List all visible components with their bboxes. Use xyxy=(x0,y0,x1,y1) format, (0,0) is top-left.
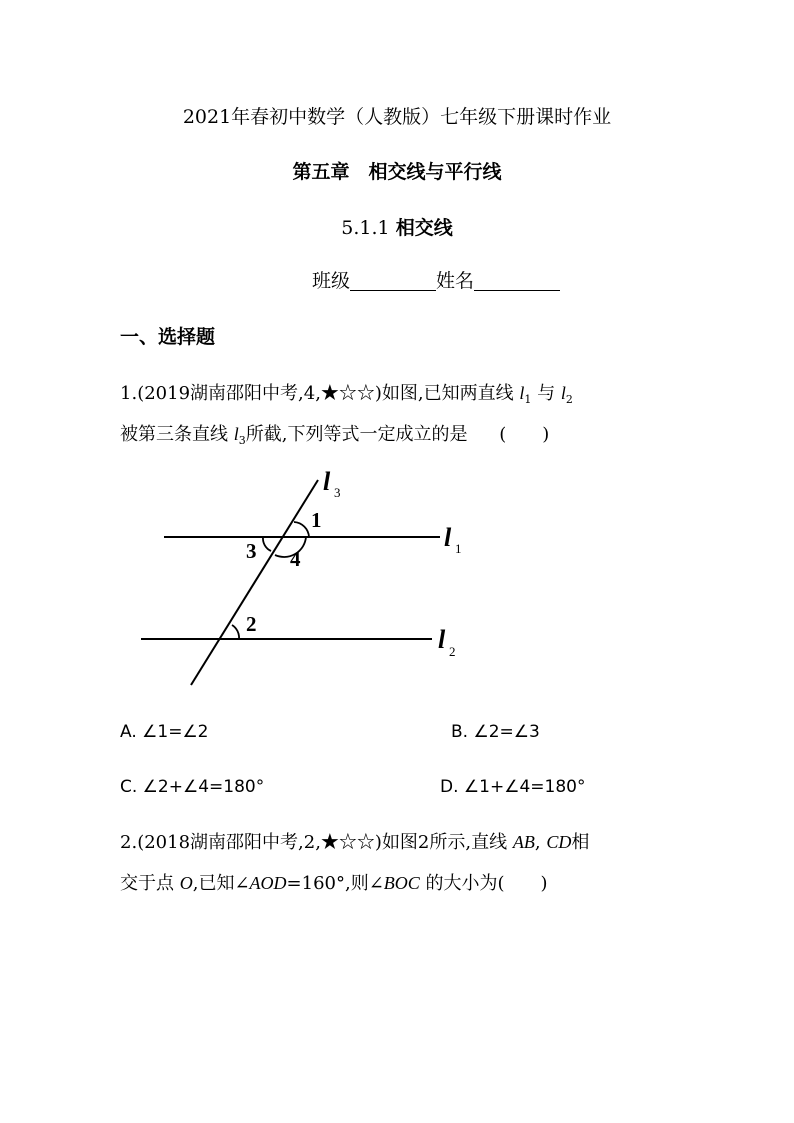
section-heading: 一、选择题 xyxy=(120,326,216,348)
line-sub: 1 xyxy=(524,393,532,406)
question-text: 被第三条直线 xyxy=(120,424,228,445)
angle-3-arc xyxy=(263,537,271,551)
question-1-line-1 xyxy=(120,384,573,405)
question-number: 2. xyxy=(120,832,138,853)
question-text: 如图2所示,直线 xyxy=(381,832,508,853)
question-text: , xyxy=(534,832,541,853)
line-l3 xyxy=(191,480,318,685)
label-l3: l xyxy=(323,467,331,496)
question-2-line-2 xyxy=(120,874,548,893)
option-c[interactable]: C. ∠2+∠4=180° xyxy=(120,777,265,797)
question-text: 的大小为( ) xyxy=(425,873,548,894)
line-sub: 3 xyxy=(238,434,246,447)
question-source: (2018湖南邵阳中考,2,★☆☆) xyxy=(137,832,382,853)
question-2-line-1 xyxy=(120,833,589,852)
question-1-line-2 xyxy=(120,425,549,446)
label-angle-3: 3 xyxy=(246,539,257,563)
question-text: =160°,则∠ xyxy=(286,873,384,894)
label-l1: l xyxy=(444,523,452,552)
section-number: 5.1.1 xyxy=(341,217,390,239)
label-l2: l xyxy=(438,625,446,654)
angle-2-arc xyxy=(232,625,239,639)
question-text: 如图,已知两直线 xyxy=(381,383,514,404)
document-title: 2021年春初中数学（人教版）七年级下册课时作业 xyxy=(182,106,612,128)
line-var: CD xyxy=(546,832,572,852)
class-label: 班级 xyxy=(312,270,351,292)
label-l3-sub: 3 xyxy=(334,485,341,500)
option-a[interactable]: A. ∠1=∠2 xyxy=(120,722,209,742)
line-var: l xyxy=(519,383,525,403)
label-l2-sub: 2 xyxy=(449,644,456,659)
point-var: O xyxy=(179,873,193,893)
question-text: 交于点 xyxy=(120,873,174,894)
student-info-line xyxy=(312,272,560,291)
angle-1-arc xyxy=(294,522,309,537)
label-l1-sub: 1 xyxy=(455,541,462,556)
option-d[interactable]: D. ∠1+∠4=180° xyxy=(440,777,586,797)
angle-var: AOD xyxy=(249,873,287,893)
line-var: l xyxy=(560,383,566,403)
option-b[interactable]: B. ∠2=∠3 xyxy=(451,722,540,742)
question-text: 所截,下列等式一定成立的是 xyxy=(245,424,468,445)
question-number: 1. xyxy=(120,383,138,404)
label-angle-1: 1 xyxy=(311,508,322,532)
line-sub: 2 xyxy=(565,393,573,406)
section-name: 相交线 xyxy=(395,217,453,239)
question-text: ,已知∠ xyxy=(192,873,250,894)
question-text: 相 xyxy=(571,832,590,853)
question-1-figure xyxy=(130,465,490,695)
label-angle-4: 4 xyxy=(290,547,301,571)
name-blank[interactable] xyxy=(474,272,560,291)
line-var: AB xyxy=(512,832,535,852)
name-label: 姓名 xyxy=(436,270,475,292)
line-var: l xyxy=(233,424,239,444)
chapter-title: 第五章 相交线与平行线 xyxy=(292,161,502,183)
class-blank[interactable] xyxy=(350,272,436,291)
label-angle-2: 2 xyxy=(246,612,257,636)
question-source: (2019湖南邵阳中考,4,★☆☆) xyxy=(137,383,382,404)
question-text: 与 xyxy=(537,383,556,404)
angle-var: BOC xyxy=(383,873,420,893)
section-title xyxy=(0,219,794,238)
answer-paren[interactable]: ( ) xyxy=(499,424,550,445)
